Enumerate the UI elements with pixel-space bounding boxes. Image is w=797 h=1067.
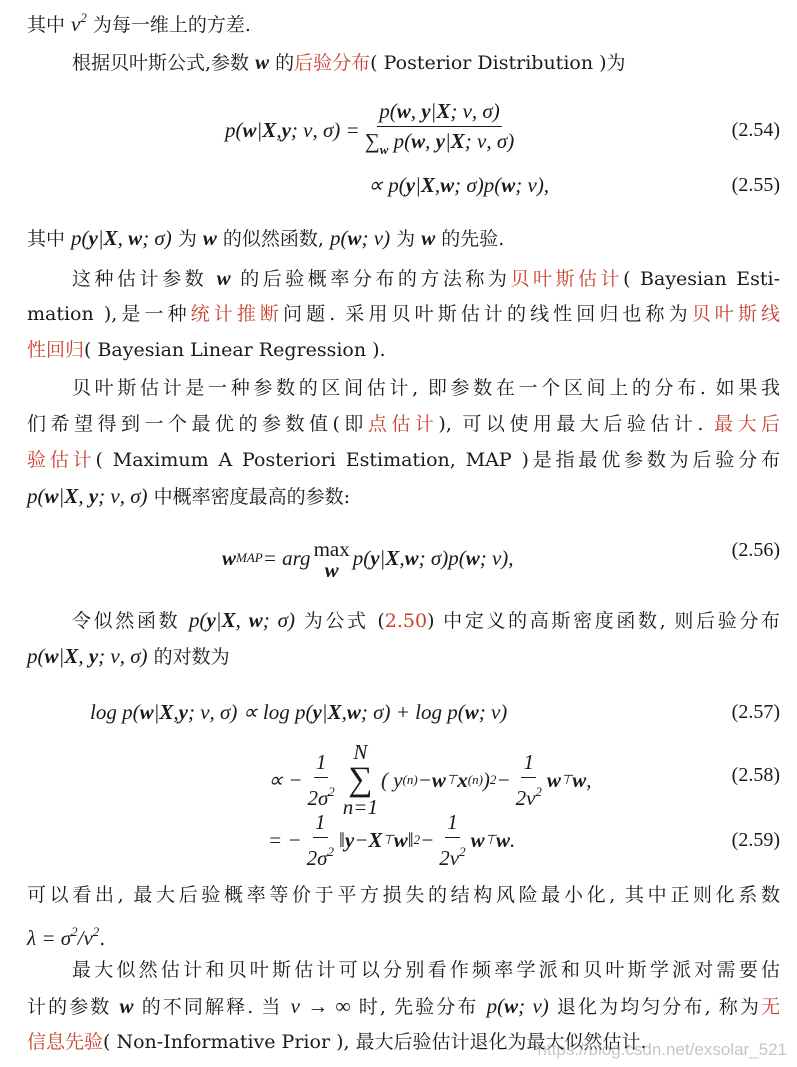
text-run: 的后验概率分布的方法称为 [230, 268, 511, 290]
math-italic: ; ν) [518, 994, 549, 1018]
text-run: 的不同解释. 当 [133, 996, 291, 1018]
math-italic: p( [71, 226, 89, 250]
math-bold-symbol: X [436, 98, 451, 123]
superscript: 2 [328, 783, 335, 799]
math-bold-symbol: w [248, 608, 263, 632]
math-bold-symbol: w [242, 117, 257, 142]
watermark: https://blog.csdn.net/exsolar_521 [537, 1040, 787, 1059]
text-run: 的对数为 [147, 646, 230, 668]
numerator [521, 750, 536, 778]
math-italic: n=1 [342, 795, 378, 819]
math-bold-symbol: w [504, 994, 519, 1018]
text-line [27, 337, 780, 363]
equation-number: (2.54) [731, 119, 780, 141]
fraction [363, 99, 516, 162]
numerator [377, 99, 502, 127]
superscript: ⊤ [484, 832, 496, 847]
math-italic: p( [330, 226, 348, 250]
math-italic: 1 [315, 749, 327, 774]
math-bold-symbol: w [393, 827, 408, 852]
math-italic: log p( [90, 699, 140, 724]
superscript: 2 [535, 783, 542, 799]
math-italic: = − [268, 827, 302, 852]
term-link[interactable]: 验估计 [27, 449, 96, 471]
term-link[interactable]: 2.50 [384, 610, 428, 632]
text-run: 为公式 ( [295, 610, 385, 632]
denominator [305, 838, 336, 871]
math-bold-symbol: y [370, 545, 380, 570]
math-italic: p( [188, 608, 207, 632]
lower-limit [325, 560, 339, 581]
math-italic: ; ν), [479, 545, 514, 570]
equation-2-55 [368, 155, 549, 215]
text-run: 中概率密度最高的参数: [147, 486, 351, 508]
math-italic: | [379, 545, 386, 570]
upper-limit [353, 742, 367, 763]
math-italic: ; ν, σ) = [290, 117, 360, 142]
superscript: ⊤ [445, 772, 458, 787]
math-italic: ; ν, σ) [450, 98, 500, 123]
math-italic: , [586, 767, 592, 792]
math-italic: | [256, 117, 263, 142]
text-run: 的 [269, 52, 295, 74]
math-bold-symbol: X [64, 484, 79, 508]
equation-2-56 [222, 528, 514, 588]
math-bold-symbol: w [255, 50, 270, 74]
math-bold-symbol: w [222, 545, 237, 570]
superscript: 2 [92, 924, 100, 939]
superscript: 2 [489, 772, 497, 787]
equation-number: (2.55) [731, 174, 780, 196]
term-link[interactable]: 性回归 [27, 339, 85, 361]
math-bold-symbol: y [178, 699, 188, 724]
text-line [27, 882, 780, 908]
math-italic: . [509, 827, 516, 852]
text-run: 贝叶斯估计是一种参数的区间估计, 即参数在一个区间上的分布. 如果我 [72, 377, 780, 399]
text-line [27, 225, 780, 251]
math-italic: , [341, 699, 347, 724]
numerator [445, 810, 460, 838]
math-bold-symbol: w [347, 226, 362, 250]
text-run: 计的参数 [27, 996, 120, 1018]
operator-with-limits [314, 535, 350, 581]
text-line [27, 5, 780, 36]
math-italic: ν [71, 12, 81, 36]
equation-number: (2.56) [731, 539, 780, 561]
math-italic: 2ν [515, 785, 536, 810]
math-bold-symbol: w [119, 994, 134, 1018]
math-italic: ν → ∞ [290, 994, 351, 1018]
equation-2-58 [268, 740, 592, 820]
math-bold-symbol: y [88, 644, 99, 668]
text-run: ( Maximum A Posteriori Estimation, MAP )是指最优参数为后验分布 [95, 449, 780, 471]
math-bold-symbol: X [450, 128, 465, 153]
math-italic: = arg [262, 545, 311, 570]
math-italic: p( [225, 117, 243, 142]
equation-2-54 [225, 100, 519, 160]
text-run: 这种估计参数 [72, 268, 217, 290]
fraction [514, 750, 544, 811]
math-italic: | [153, 699, 160, 724]
math-italic: , [117, 226, 129, 250]
text-run: 最大似然估计和贝叶斯估计可以分别看作频率学派和贝叶斯学派对需要估 [72, 959, 780, 981]
math-italic: , [399, 545, 405, 570]
math-bold-symbol: y [344, 827, 355, 852]
math-bold-symbol: X [64, 644, 79, 668]
math-italic: − [496, 767, 511, 792]
superscript: (n) [467, 772, 483, 787]
math-italic: p( [486, 994, 505, 1018]
math-italic: | [58, 484, 65, 508]
text-run: 们希望得到一个最优的参数值(即 [27, 413, 368, 435]
math-bold-symbol: w [396, 98, 411, 123]
term-link[interactable]: 贝叶斯线 [691, 303, 780, 325]
text-run: 令似然函数 [72, 610, 189, 632]
text-run: ( Bayesian Esti- [623, 268, 780, 290]
text-run: 时, 先验分布 [350, 996, 487, 1018]
math-italic: | [321, 699, 328, 724]
math-italic: ∝ − [268, 767, 303, 792]
text-line [72, 957, 780, 983]
math-bold-symbol: w [501, 172, 516, 197]
math-italic: 1 [523, 749, 534, 774]
math-italic: λ = σ [27, 926, 72, 950]
superscript: ⊤ [560, 772, 573, 787]
math-bold-symbol: y [88, 226, 98, 250]
math-italic: ; ν, σ) [98, 644, 148, 668]
math-italic: , [434, 172, 441, 197]
math-italic: ; ν) [478, 699, 508, 724]
superscript: (n) [402, 772, 418, 787]
math-italic: , [425, 128, 436, 153]
text-line [27, 643, 780, 669]
math-italic: , [173, 699, 179, 724]
math-bold-symbol: X [103, 226, 118, 250]
text-line [27, 447, 780, 473]
math-italic: ‖ [338, 827, 345, 852]
equation-number: (2.59) [731, 829, 780, 851]
math-italic: ∝ p( [368, 172, 406, 197]
term-link[interactable]: 点估计 [367, 413, 439, 435]
math-bold-symbol: w [128, 226, 143, 250]
text-line [72, 607, 780, 633]
text-run: 根据贝叶斯公式,参数 [72, 52, 256, 74]
math-bold-symbol: y [88, 484, 99, 508]
text-run: ), 可以使用最大后验估计. [438, 413, 714, 435]
denominator [437, 838, 467, 871]
text-run: 其中 [27, 228, 72, 250]
math-italic: ; ν), [515, 172, 550, 197]
text-line [27, 411, 780, 437]
math-bold-symbol: w [346, 699, 361, 724]
superscript: 2 [327, 843, 334, 859]
math-italic: ; σ) + log p( [360, 699, 465, 724]
numerator [313, 810, 328, 838]
text-run: ( Non-Informative Prior ), 最大后验估计退化为最大似然估计. [103, 1031, 647, 1053]
term-link[interactable]: 无 [761, 996, 780, 1018]
math-italic: 2σ [307, 785, 329, 810]
math-bold-symbol: y [421, 98, 431, 123]
math-italic: 2ν [439, 845, 460, 870]
math-italic: /ν [77, 926, 93, 950]
math-italic: 1 [447, 809, 458, 834]
equation-number: (2.58) [731, 764, 780, 786]
superscript: MAP [236, 550, 263, 565]
math-bold-symbol: w [464, 699, 479, 724]
math-bold-symbol: X [368, 827, 383, 852]
math-bold-symbol: w [139, 699, 154, 724]
math-bold-symbol: w [470, 827, 485, 852]
text-run: 其中 [27, 14, 72, 36]
text-run: 退化为均匀分布, 称为 [548, 996, 761, 1018]
text-line [72, 265, 780, 291]
math-bold-symbol: w [431, 767, 446, 792]
math-bold-symbol: w [324, 558, 339, 582]
text-run: 问题. 采用贝叶斯估计的线性回归也称为 [283, 303, 692, 325]
math-italic: | [97, 226, 104, 250]
math-bold-symbol: w [421, 226, 436, 250]
term-link[interactable]: 信息先验 [27, 1031, 104, 1053]
superscript: 2 [80, 10, 87, 25]
math-italic: ; ν, σ) ∝ log p( [187, 699, 313, 724]
math-italic: p( [27, 644, 45, 668]
math-bold-symbol: X [327, 699, 342, 724]
superscript: 2 [413, 832, 421, 847]
text-run: ( Bayesian Linear Regression ). [84, 339, 386, 361]
math-italic: − [417, 767, 432, 792]
math-bold-symbol: w [495, 827, 510, 852]
text-run: ) 中定义的高斯密度函数, 则后验分布 [427, 610, 780, 632]
equation-number: (2.57) [731, 701, 780, 723]
math-italic: ; σ)p( [454, 172, 502, 197]
text-line [72, 49, 780, 75]
math-italic: ; ν, σ) [98, 484, 148, 508]
math-italic: − [420, 827, 435, 852]
text-run: 为 [390, 228, 422, 250]
text-line [27, 993, 780, 1019]
text-run: . [99, 928, 106, 950]
math-bold-symbol: y [312, 699, 322, 724]
text-line [27, 483, 780, 509]
text-run: 为每一维上的方差. [86, 14, 251, 36]
math-italic: − [354, 827, 369, 852]
text-run: 为 [171, 228, 203, 250]
operator-symbol: ∑ [348, 761, 373, 798]
text-run: ( Posterior Distribution )为 [370, 52, 626, 74]
math-bold-symbol: w [465, 545, 480, 570]
fraction [437, 810, 467, 871]
math-bold-symbol: w [404, 545, 419, 570]
math-italic: ; σ) [262, 608, 295, 632]
math-bold-symbol: X [221, 608, 236, 632]
text-line [27, 919, 780, 950]
equation-2-57 [90, 682, 507, 742]
math-bold-symbol: y [206, 608, 216, 632]
math-italic: , [78, 484, 89, 508]
term-link[interactable]: 统计推断 [190, 303, 284, 325]
text-run: 的似然函数, [216, 228, 331, 250]
math-bold-symbol: X [420, 172, 435, 197]
math-bold-symbol: w [440, 172, 455, 197]
math-bold-symbol: y [435, 128, 445, 153]
superscript: 2 [459, 843, 466, 859]
denominator [305, 778, 336, 811]
math-italic: ; ν) [361, 226, 391, 250]
equation-2-59 [268, 810, 515, 870]
math-italic: , [410, 98, 422, 123]
math-italic: , [276, 117, 282, 142]
superscript: ⊤ [382, 832, 394, 847]
math-italic: | [430, 98, 437, 123]
math-bold-symbol: X [385, 545, 400, 570]
math-italic: | [415, 172, 421, 197]
math-bold-symbol: w [411, 128, 426, 153]
math-bold-symbol: y [405, 172, 416, 197]
math-italic: | [58, 644, 65, 668]
text-run: 的先验. [435, 228, 505, 250]
math-bold-symbol: w [44, 484, 59, 508]
term-link[interactable]: 后验分布 [294, 52, 371, 74]
text-run: mation ),是一种 [27, 303, 191, 325]
math-italic: ; σ)p( [418, 545, 466, 570]
math-italic: p( [27, 484, 45, 508]
math-italic: N [353, 740, 368, 764]
math-italic: ) [482, 767, 490, 792]
math-bold-symbol: w [202, 226, 217, 250]
text-line [27, 301, 780, 327]
math-italic: p( [388, 128, 412, 153]
math-bold-symbol: x [457, 767, 468, 792]
math-bold-symbol: w [216, 266, 231, 290]
math-bold-symbol: y [281, 117, 291, 142]
term-link[interactable]: 最大后 [713, 413, 780, 435]
subscript: w [379, 141, 389, 157]
math-italic: ∑ [364, 128, 380, 153]
math-italic: 2σ [306, 845, 328, 870]
fraction [305, 750, 336, 811]
math-bold-symbol: w [546, 767, 561, 792]
denominator [514, 778, 544, 811]
fraction [305, 810, 336, 871]
math-italic: | [215, 608, 222, 632]
text-run: 可以看出, 最大后验概率等价于平方损失的结构风险最小化, 其中正则化系数 [27, 884, 780, 906]
term-link[interactable]: 贝叶斯估计 [510, 268, 624, 290]
math-italic: p( [379, 98, 397, 123]
math-bold-symbol: w [44, 644, 59, 668]
math-bold-symbol: X [262, 117, 277, 142]
math-italic: | [444, 128, 451, 153]
text-line [72, 375, 780, 401]
math-italic: ‖ [407, 827, 414, 852]
math-italic: , [78, 644, 89, 668]
math-bold-symbol: w [572, 767, 587, 792]
operator-symbol: max [313, 537, 350, 561]
operator-with-limits [343, 742, 378, 818]
math-italic: 1 [315, 809, 326, 834]
math-italic: p( [352, 545, 371, 570]
superscript: 2 [71, 924, 78, 939]
math-italic: ; ν, σ) [464, 128, 515, 153]
math-italic: , [235, 608, 249, 632]
math-bold-symbol: X [159, 699, 174, 724]
math-italic: ; σ) [142, 226, 172, 250]
numerator [314, 750, 329, 778]
math-italic: ( y [380, 767, 403, 792]
